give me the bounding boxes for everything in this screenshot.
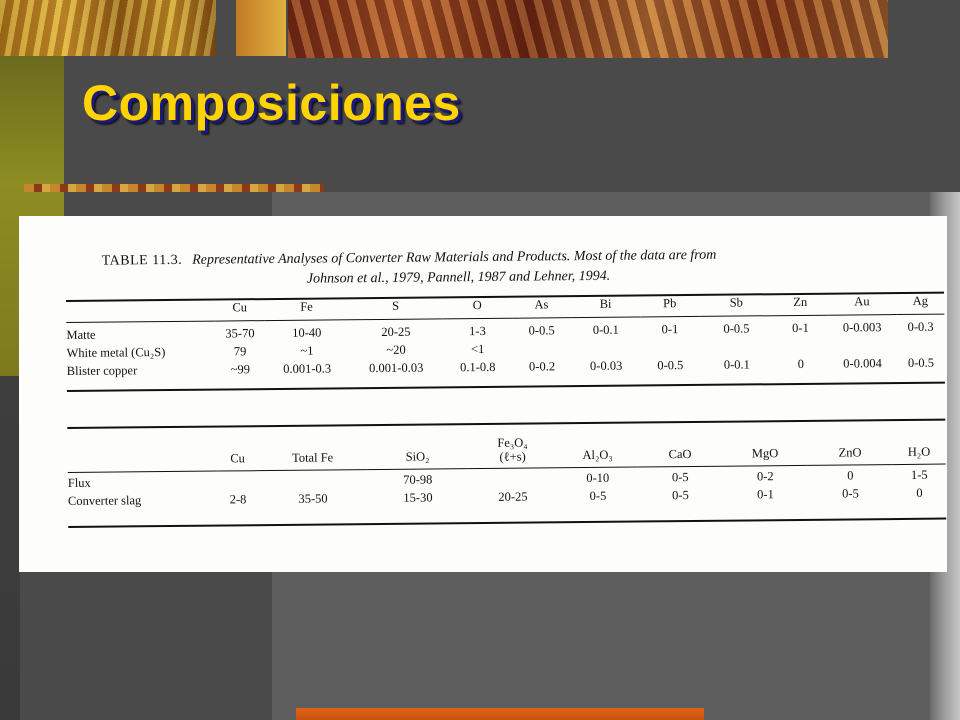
table-1-header-cell: As (534, 296, 549, 312)
table-caption (102, 244, 922, 292)
table-cell: 70-98 (403, 471, 433, 487)
row-label: Matte (66, 327, 96, 342)
table-cell: 0 (797, 356, 805, 371)
table-cell (700, 337, 774, 356)
table-cell: 0-0.03 (589, 358, 623, 373)
row-label: Blister copper (66, 362, 138, 378)
table-cell: 0.001-0.3 (283, 360, 332, 376)
table-cell: 0-0.1 (723, 356, 750, 372)
table-2 (67, 432, 946, 510)
table-2-header-cell (67, 439, 217, 468)
table-2-header-cell: H₂O (907, 444, 931, 459)
table-cell: 0-0.3 (907, 319, 934, 334)
table-cell (897, 336, 945, 354)
table-cell: <1 (470, 341, 485, 356)
table-1-header-cell: S (392, 298, 400, 313)
table-cell: 0-0.5 (907, 355, 935, 370)
row-label: White metal (Cu₂S) (66, 344, 166, 360)
table-cell: 20-25 (381, 324, 411, 339)
table-1-header-cell: Fe (300, 299, 313, 314)
table-cell: 0-1 (757, 486, 774, 501)
table-number: TABLE 11.3. (101, 252, 183, 269)
table-cell: 0-0.5 (657, 357, 684, 372)
table-1-header-cell: Au (854, 293, 870, 308)
decorative-photo-strip-left (0, 0, 216, 56)
table-title-line-2: Johnson et al., 1979, Pannell, 1987 and Lehner, 1994. (306, 268, 611, 287)
table-cell (828, 336, 897, 355)
table-cell: 20-25 (498, 489, 528, 504)
scanned-table-image (19, 216, 947, 572)
slide-title: Composiciones (82, 75, 461, 131)
table-cell: 0-1 (792, 320, 809, 335)
table-2-header-cell: Cu (230, 451, 245, 466)
row-label: Flux (67, 475, 91, 490)
fe3o4-header-line-2: (ℓ+s) (499, 449, 526, 464)
table-cell (512, 339, 571, 358)
table-cell: 0-10 (586, 470, 610, 485)
table-cell: 0-0.003 (842, 319, 882, 335)
table-cell: 0.1-0.8 (460, 359, 496, 374)
table-1-header-cell (66, 299, 215, 318)
decorative-orange-bar (296, 708, 704, 720)
table-cell: 0-5 (672, 487, 689, 502)
row-label: Converter slag (67, 492, 142, 508)
table-cell: 0-0.5 (528, 322, 555, 338)
background-lower-left-panel (20, 560, 272, 720)
decorative-photo-strip-small (236, 0, 286, 56)
table-2-bottom-rule (68, 518, 946, 528)
table-cell: 0-5 (842, 485, 859, 501)
scanned-table-content (19, 216, 947, 572)
table-cell: 0 (847, 467, 854, 483)
table-2-header-cell: SiO₂ (405, 449, 430, 464)
table-cell: 35-70 (225, 325, 255, 340)
table-1-header-cell: Cu (232, 299, 248, 314)
table-2-header-cell: CaO (668, 447, 692, 462)
table-2-header-cell: Al₂O₃ (582, 447, 613, 463)
table-cell (640, 338, 699, 357)
table-cell (468, 469, 558, 488)
table-1-header-cell: Sb (729, 295, 743, 310)
table-cell: ~20 (386, 342, 406, 357)
table-cell: 0.001-0.03 (369, 360, 424, 375)
table-2-top-rule (67, 419, 945, 429)
table-cell: 0-0.5 (723, 320, 750, 336)
table-cell (571, 338, 640, 357)
table-cell: 0 (916, 485, 923, 500)
table-cell: ~99 (230, 361, 251, 376)
table-cell: 15-30 (403, 489, 433, 505)
table-2-header-cell: ZnO (838, 445, 862, 460)
table-cell (218, 472, 258, 490)
table-2-header-cell: Total Fe (291, 450, 334, 465)
table-cell: 0-0.004 (843, 355, 882, 371)
table-cell: 1-5 (910, 467, 928, 482)
table-cell: ~1 (300, 343, 314, 358)
table-1-header-cell: Pb (663, 295, 677, 310)
decorative-photo-line (24, 184, 324, 192)
table-title-line-1: Representative Analyses of Converter Raw Materials and Products. Most of the data are from (192, 247, 717, 268)
table-cell: 35-50 (298, 490, 328, 506)
table-cell: 1-3 (469, 323, 486, 338)
table-1-bottom-rule (67, 382, 945, 392)
table-cell: 0-5 (671, 469, 689, 484)
table-2-header-cell: MgO (751, 446, 779, 461)
table-cell: 0-0.1 (592, 322, 619, 337)
table-cell: 2-8 (229, 491, 247, 506)
table-2-header-cell-fe3o4 (467, 435, 557, 464)
table-1-header-cell: Zn (793, 294, 808, 309)
table-cell: 79 (233, 343, 247, 358)
table-cell: 0-1 (661, 321, 679, 336)
table-cell: 0-5 (589, 488, 607, 503)
table-cell: 0-0.2 (528, 358, 556, 374)
table-cell (774, 337, 828, 356)
table-cell (258, 471, 368, 490)
table-1-header-cell: Bi (599, 296, 612, 311)
fe3o4-header-line-1: Fe₃O₄ (497, 435, 528, 450)
table-cell: 0-2 (756, 468, 774, 483)
decorative-photo-strip-right (288, 0, 888, 58)
table-cell: 10-40 (292, 325, 322, 340)
table-1-header-cell: O (472, 297, 482, 312)
table-1 (66, 292, 945, 380)
table-1-header-cell: Ag (912, 293, 929, 308)
